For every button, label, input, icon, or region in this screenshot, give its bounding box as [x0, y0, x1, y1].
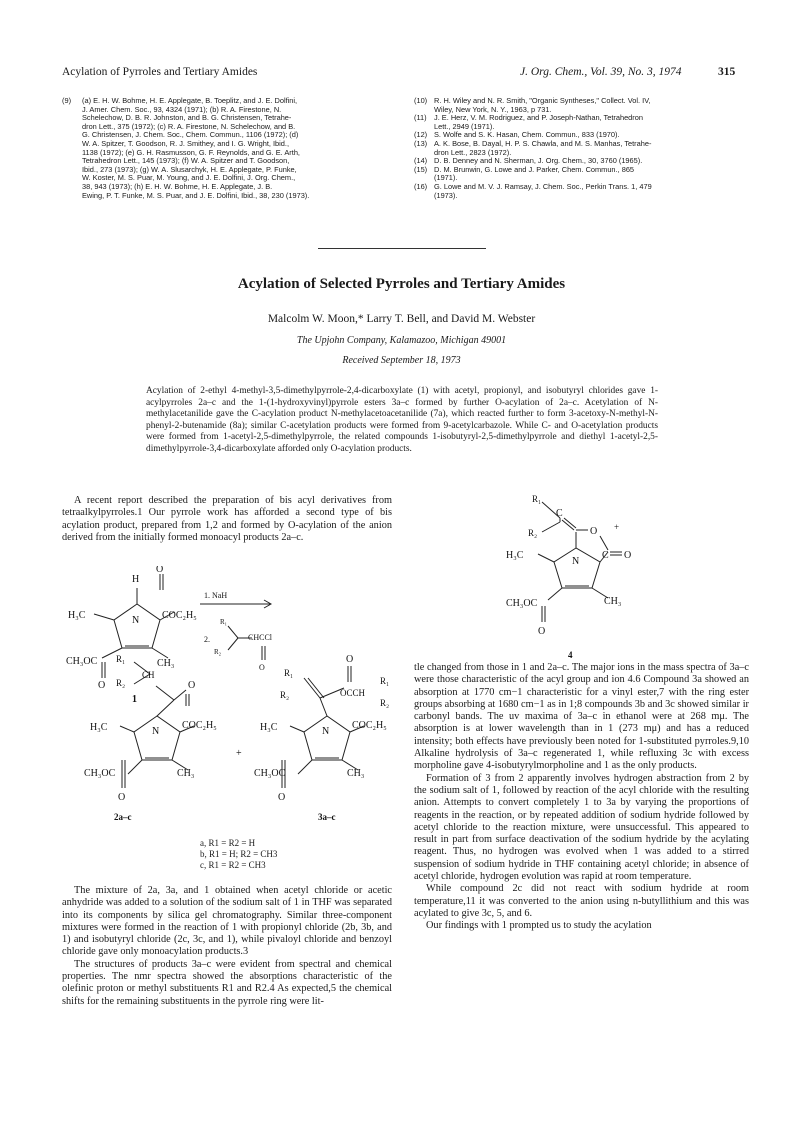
svg-text:H₃C: H₃C [260, 722, 278, 733]
svg-text:O: O [259, 663, 265, 672]
running-header-title: Acylation of Pyrroles and Tertiary Amides [62, 66, 258, 78]
svg-text:H₃C: H₃C [90, 722, 108, 733]
svg-text:R₁: R₁ [532, 494, 542, 504]
reference-12: (12) S. Wolfe and S. K. Hasan, Chem. Commun., 833 (1970). [414, 130, 620, 140]
legend-b: b, R1 = H; R2 = CH3 [200, 849, 278, 859]
left-column-body: The mixture of 2a, 3a, and 1 obtained when acetyl chloride or acetic anhydride was added to a solution of the sodium salt of 1 in THF was separated into its components by silica gel chromatography. Similar three-component mixtures were formed in the reaction of 1 with propionyl chloride (2b, 3b, and 1) and isobutyryl chloride (2c, 3c, and 1), while pivaloyl chloride and benzoyl chloride gave only monoacylation products.3 The structures of products 3a–c were evident from spectral and chemical properties. The nmr spectra showed the absorptions characteristic of the olefinic proton or methyl substituents R1 and R2.4 As expected,5 the chemical shifts for the remaining substituents in the pyrrole ring were lit- [62, 885, 392, 1007]
reference-11: (11) J. E. Herz, V. M. Rodriguez, and P. Joseph-Nathan, Tetrahedron Lett., 2949 (1971). [414, 113, 643, 131]
svg-text:2a–c: 2a–c [114, 812, 132, 822]
received-date: Received September 18, 1973 [342, 355, 461, 366]
svg-text:R₂: R₂ [116, 678, 126, 688]
running-header-journal: J. Org. Chem., Vol. 39, No. 3, 1974 [520, 66, 682, 78]
structure-4 [492, 492, 692, 660]
page-number: 315 [718, 66, 736, 78]
svg-text:CH₃OC: CH₃OC [254, 768, 286, 779]
svg-text:O: O [98, 680, 106, 691]
reference-13: (13) A. K. Bose, B. Dayal, H. P. S. Chawla, and M. S. Manhas, Tetrahe- dron Lett., 2823 (1972). [414, 138, 652, 157]
references-right [414, 97, 749, 200]
svg-text:H₃C: H₃C [68, 610, 86, 621]
article-authors: Malcolm W. Moon,* Larry T. Bell, and David M. Webster [267, 313, 536, 325]
svg-text:CH₃OC: CH₃OC [84, 768, 116, 779]
reference-number: (9) [62, 96, 72, 105]
article-title: Acylation of Selected Pyrroles and Tertiary Amides [237, 276, 566, 292]
svg-text:COC₂H₅: COC₂H₅ [352, 720, 387, 731]
svg-text:CHCCl: CHCCl [248, 633, 273, 642]
svg-text:OCCH: OCCH [340, 688, 366, 698]
svg-text:O: O [188, 680, 196, 691]
abstract: Acylation of 2-ethyl 4-methyl-3,5-dimethylpyrrole-2,4-dicarboxylate (1) with acetyl, propionyl, and isobutyryl chlorides gave 1-acylpyrroles 2a–c and the 1-(1-hydroxyvinyl)pyrrole esters 3a–c formed by further O-acylation of 2a–c. Acetylation of N-methylacetanilide gave the C-acylation product N-methylacetoacetanilide (7a), which reacted further to form 3-acetoxy-N-methyl-N-phenyl-2-butenamide (8a); similar C-acetylation products were formed from 9-acetylcarbazole. While C- and O-acetylation products were formed from 1-acetyl-2,5-dimethylpyrrole, the related compounds 1-isobutyryl-2,5-dimethylpyrrole and diethyl 1-acetyl-2,5-dimethylpyrrole-3,4-dicarboxylate afforded only O-acylation products. [146, 386, 658, 454]
svg-text:4: 4 [568, 650, 573, 660]
svg-text:R₂: R₂ [280, 690, 290, 700]
reference-9: (9) (a) E. H. W. Bohme, H. E. Applegate, B. Toeplitz, and J. E. Dolfini, J. Amer. Chem. Soc., 93, 4324 (1971); (b) R. A. Firestone, N. Schelechow, D. B. R. Johnston, and B. G. Christensen, Tetrahe- dron Lett., 375 (1972); (c) R. A. Firestone, N. Schelechow, and B. G. Christensen, J. Chem. Soc., Chem. Commun., 1106 (1972); (d) W. A. Spitzer, T. Goodson, R. J. Smithey, and I. G. Wright, Ibid., 1138 (1972); (e) G. H. Rasmusson, G. F. Reynolds, and G. E. Arth, Tetrahedron Lett., 145 (1973); (f) W. A. Spitzer and T. Goodson, Ibid., 273 (1973); (g) W. A. Slusarchyk, H. E. Applegate, P. Funke, W. Koster, M. S. Puar, M. Young, and J. E. Dolfini, J. Org. Chem., 38, 943 (1973); (h) E. H. W. Bohme, H. E. Applegate, J. B. Ewing, P. T. Funke, M. S. Puar, and J. E. Dolfini, Ibid., 38, 230 (1973). [62, 96, 310, 200]
legend-a: a, R1 = R2 = H [200, 838, 256, 848]
svg-text:R₁: R₁ [380, 676, 390, 686]
svg-text:O: O [156, 566, 164, 575]
svg-text:3a–c: 3a–c [318, 812, 336, 822]
svg-text:O: O [278, 792, 286, 803]
svg-text:O: O [118, 792, 126, 803]
reference-16: (16) G. Lowe and M. V. J. Ramsay, J. Chem. Soc., Perkin Trans. 1, 479 (1973). [414, 181, 652, 200]
svg-text:O: O [346, 654, 354, 665]
svg-text:H₃C: H₃C [506, 550, 524, 561]
svg-text:C: C [602, 550, 609, 561]
svg-text:CH: CH [142, 670, 155, 680]
svg-text:COC₂H₅: COC₂H₅ [162, 610, 197, 621]
svg-text:H: H [132, 574, 140, 585]
intro-paragraph: A recent report described the preparation of bis acyl derivatives from tetraalkylpyrroles.1 Our pyrrole work has afforded a second type of bis acylation product, prepared from 1,2 and formed by O-acylation of the anion derived from the initially formed monoacyl products 2a–c. [62, 495, 392, 543]
svg-text:O: O [590, 526, 598, 537]
svg-text:N: N [152, 726, 160, 737]
svg-text:1: 1 [132, 694, 137, 705]
reference-14: (14) D. B. Denney and N. Sherman, J. Org. Chem., 30, 3760 (1965). [414, 156, 643, 166]
svg-text:R₂: R₂ [380, 698, 390, 708]
svg-text:2.: 2. [204, 635, 210, 644]
svg-text:R₂: R₂ [214, 648, 222, 656]
references-left [62, 97, 392, 200]
svg-text:R₁: R₁ [116, 654, 126, 664]
svg-text:N: N [132, 615, 140, 626]
reference-10: (10) R. H. Wiley and N. R. Smith, "Organic Syntheses," Collect. Vol. IV, Wiley, New York, N. Y., 1963, p 731. [414, 96, 651, 114]
svg-text:R₁: R₁ [284, 668, 294, 678]
svg-text:CH₃: CH₃ [604, 596, 622, 607]
svg-text:1. NaH: 1. NaH [204, 591, 228, 600]
svg-text:CH₃: CH₃ [347, 768, 365, 779]
svg-text:COC₂H₅: COC₂H₅ [182, 720, 217, 731]
svg-text:C: C [556, 508, 563, 519]
svg-text:R₁: R₁ [220, 618, 228, 626]
svg-text:N: N [322, 726, 330, 737]
substituent-legend [200, 838, 277, 871]
svg-text:O: O [538, 626, 546, 637]
reference-15: (15) D. M. Brunwin, G. Lowe and J. Parker, Chem. Commun., 865 (1971). [414, 164, 635, 183]
svg-text:R₂: R₂ [528, 528, 538, 538]
section-divider [318, 248, 486, 249]
legend-c: c, R1 = R2 = CH3 [200, 860, 266, 870]
svg-text:+: + [236, 748, 242, 759]
svg-text:CH₃: CH₃ [157, 658, 175, 669]
svg-text:CH₃OC: CH₃OC [66, 656, 98, 667]
svg-text:O: O [624, 550, 632, 561]
svg-text:CH₃: CH₃ [177, 768, 195, 779]
right-column-body: tle changed from those in 1 and 2a–c. The major ions in the mass spectra of 3a–c were those characteristic of the acyl group and ion 4.6 Compound 3a showed an absorption at 1770 cm−1 characteristic for a vinyl ester,7 with the ring ester groups absorbing at 1680 cm−1 as in 1;8 compounds 3b and 3c showed similar ir carbonyl bands. The uv maxima of 3a–c in ethanol were at 268 mμ. The absorption is at lower wavelength than in 1 (273 mμ) and has a reduced intensity; both effects have previously been noted for 1-substituted pyrroles.9,10 Alkaline hydrolysis of 3a–c regenerated 1, while refluxing 3c with excess morpholine gave 4-isobutyrylmorpholine and 1 as the only products. Formation of 3 from 2 apparently involves hydrogen abstraction from 2 by the sodium salt of 1, followed by reaction of the acyl chloride with the resulting anion. Attempts to convert completely 1 to 3a by varying the proportions of reagents in the reaction, or by repeated addition of sodium hydride followed by acetyl chloride to the reaction mixture, were unsuccessful. This appeared to result in part from surface deactivation of the sodium hydride by the acylating reagent. Thus, no hydrogen was evolved when 1 was added to a stirred suspension of sodium hydride in THF containing acetyl chloride; in absence of acetyl chloride, hydrogen evolution was rapid at room temperature. While compound 2c did not react with sodium hydride at room temperature,11 it was converted to the anion using n-butyllithium and this was acylated to give 3c, 5, and 6. Our findings with 1 prompted us to study the acylation [414, 662, 749, 932]
svg-text:+: + [614, 522, 620, 532]
svg-text:CH₃OC: CH₃OC [506, 598, 538, 609]
svg-text:N: N [572, 556, 580, 567]
article-affiliation: The Upjohn Company, Kalamazoo, Michigan 49001 [296, 335, 507, 346]
